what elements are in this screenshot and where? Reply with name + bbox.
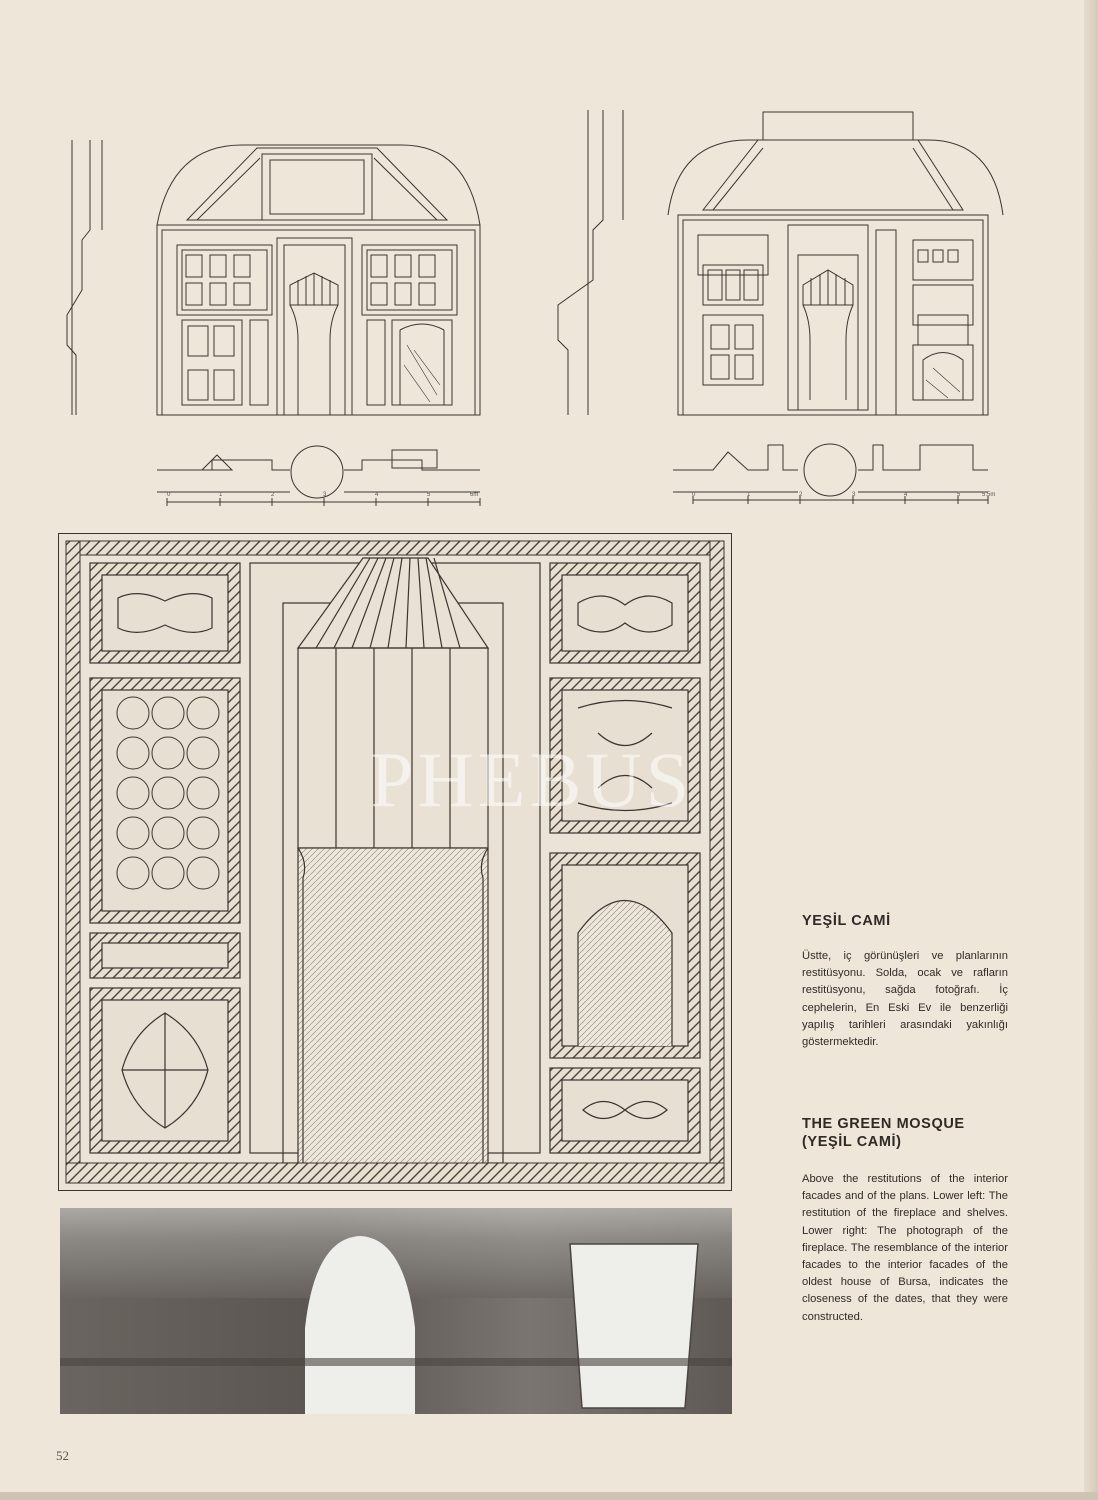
scale-left-tick: 4 [375,492,379,498]
scale-left-tick: 5 [427,492,431,498]
caption-english-title-line2: (YEŞİL CAMİ) [802,1134,902,1150]
scale-left-tick: 1 [219,492,223,498]
watermark: PHEBUS [370,736,694,823]
scale-right-tick: 0 [692,492,696,498]
scale-left-tick: 0 [167,492,171,498]
scale-right-tick: 1 [747,492,751,498]
scale-right-tick: 5 [957,492,961,498]
caption-english [802,1115,1008,1326]
scale-left-tick: 6m [470,492,479,498]
scale-right-tick: 4 [904,492,908,498]
scale-left-tick: 2 [271,492,275,498]
fireplace-restitution-drawing [58,533,732,1191]
fireplace-photograph [60,1208,732,1414]
elevation-drawing-left [62,130,492,520]
caption-english-title [802,1115,1008,1151]
caption-english-title-line1: THE GREEN MOSQUE [802,1116,965,1132]
scale-left-tick: 3 [323,492,327,498]
scale-right-tick: 2 [799,492,803,498]
caption-turkish-title: YEŞİL CAMİ [802,913,891,929]
scale-right-tick: 5.5m [982,492,996,498]
caption-turkish [802,912,1008,1051]
caption-english-text: Above the restitutions of the interior facades and of the plans. Lower left: The restitution of the fireplace and shelves. Lower right: The photograph of the fireplace. The resemblance of the interior facades to the interior facades of the oldest house of Bursa, indicates the closeness of the dates, that they were constructed. [802,1173,1008,1323]
elevation-drawing-right [548,100,1018,520]
caption-turkish-text: Üstte, iç görünüşleri ve planlarının restitüsyonu. Solda, ocak ve rafların restitüsyonu, sağda fotoğrafı. İç cephelerin, En Eski Ev ile benzerliği yapılış tarihleri arasındaki yakınlığı göstermektedir. [802,950,1008,1049]
scale-right-tick: 3 [852,492,856,498]
page-edge [1084,0,1098,1500]
page-number: 52 [56,1448,69,1463]
bottom-edge [0,1492,1098,1500]
